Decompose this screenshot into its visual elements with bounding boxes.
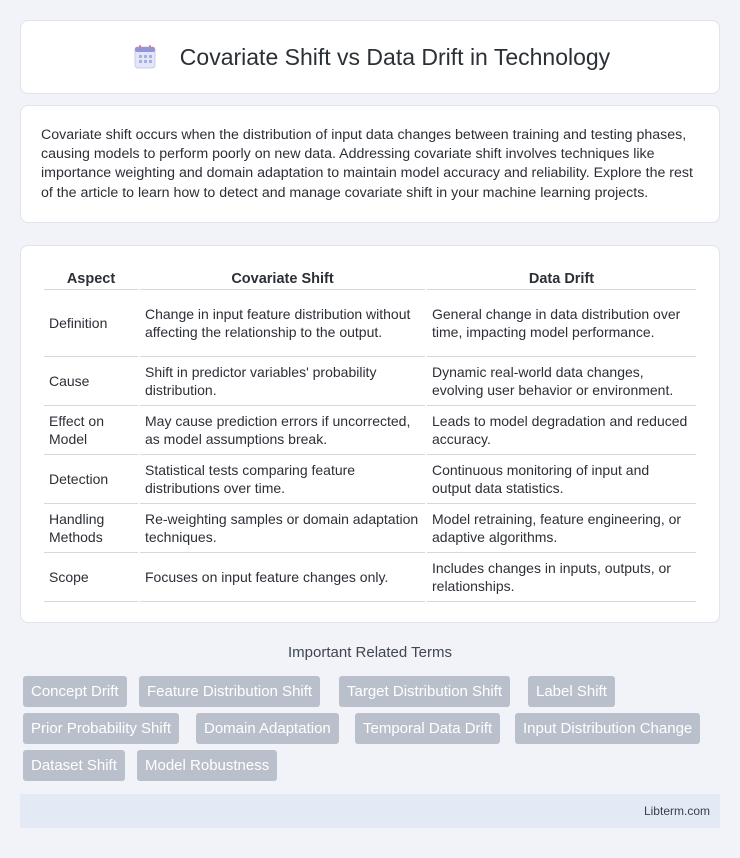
- table-cell-covariate-shift: Re-weighting samples or domain adaptation techniques.: [140, 504, 425, 553]
- table-cell-aspect: Definition: [44, 290, 138, 357]
- related-terms-title: Important Related Terms: [288, 644, 452, 661]
- table-cell-data-drift: Includes changes in inputs, outputs, or relationships.: [427, 553, 696, 602]
- table-row: [44, 290, 696, 357]
- table-cell-data-drift: General change in data distribution over time, impacting model performance.: [427, 290, 696, 357]
- table-cell-covariate-shift: Change in input feature distribution without affecting the relationship to the output.: [140, 290, 425, 357]
- table-cell-aspect: Effect on Model: [44, 406, 138, 455]
- comparison-table-card: [20, 245, 720, 623]
- column-header-data-drift: Data Drift: [427, 266, 696, 290]
- header: [130, 42, 610, 72]
- table-cell-aspect: Scope: [44, 553, 138, 602]
- table-row: [44, 455, 696, 504]
- page-title: Covariate Shift vs Data Drift in Technology: [179, 43, 611, 70]
- tag-model-robustness[interactable]: Model Robustness: [137, 750, 277, 781]
- table-cell-data-drift: Dynamic real-world data changes, evolving user behavior or environment.: [427, 357, 696, 406]
- tag-input-distribution-change[interactable]: Input Distribution Change: [515, 713, 700, 744]
- table-cell-aspect: Detection: [44, 455, 138, 504]
- table-row: [44, 553, 696, 602]
- tag-feature-distribution-shift[interactable]: Feature Distribution Shift: [139, 676, 320, 707]
- tag-prior-probability-shift[interactable]: Prior Probability Shift: [23, 713, 179, 744]
- intro-text: Covariate shift occurs when the distribution of input data changes between training and testing phases, causing models to perform poorly on new data. Addressing covariate shift involves techniques like importance weighting and domain adaptation to maintain model accuracy and reliability. Explore the rest of the article to learn how to detect and manage covariate shift in your machine learning projects.: [41, 127, 693, 201]
- table-cell-covariate-shift: May cause prediction errors if uncorrected, as model assumptions break.: [140, 406, 425, 455]
- tag-label-shift[interactable]: Label Shift: [528, 676, 615, 707]
- table-cell-data-drift: Model retraining, feature engineering, or adaptive algorithms.: [427, 504, 696, 553]
- column-header-aspect: Aspect: [44, 266, 138, 290]
- comparison-table: [42, 266, 698, 602]
- table-cell-aspect: Handling Methods: [44, 504, 138, 553]
- table-row: [44, 406, 696, 455]
- tag-concept-drift[interactable]: Concept Drift: [23, 676, 127, 707]
- footer-site-link[interactable]: Libterm.com: [643, 804, 710, 818]
- table-row: [44, 504, 696, 553]
- tag-dataset-shift[interactable]: Dataset Shift: [23, 750, 125, 781]
- tag-domain-adaptation[interactable]: Domain Adaptation: [196, 713, 339, 744]
- intro-card: [20, 105, 720, 223]
- table-cell-covariate-shift: Shift in predictor variables' probability distribution.: [140, 357, 425, 406]
- document-icon: [130, 42, 160, 72]
- table-cell-data-drift: Leads to model degradation and reduced accuracy.: [427, 406, 696, 455]
- tag-temporal-data-drift[interactable]: Temporal Data Drift: [355, 713, 500, 744]
- table-row: [44, 357, 696, 406]
- table-cell-data-drift: Continuous monitoring of input and output data statistics.: [427, 455, 696, 504]
- footer: [20, 794, 720, 828]
- tag-target-distribution-shift[interactable]: Target Distribution Shift: [339, 676, 510, 707]
- table-header-row: [44, 266, 696, 290]
- header-card: [20, 20, 720, 94]
- column-header-covariate-shift: Covariate Shift: [140, 266, 425, 290]
- table-cell-covariate-shift: Statistical tests comparing feature distributions over time.: [140, 455, 425, 504]
- table-cell-covariate-shift: Focuses on input feature changes only.: [140, 553, 425, 602]
- table-cell-aspect: Cause: [44, 357, 138, 406]
